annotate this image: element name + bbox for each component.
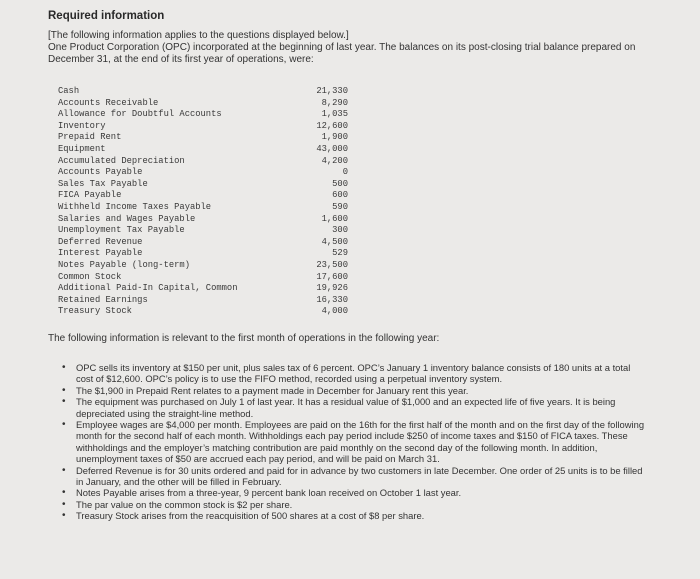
account-amount: 21,330: [316, 86, 348, 96]
trial-balance: [58, 86, 348, 318]
trial-balance-row: [58, 202, 348, 214]
trial-balance-row: [58, 225, 348, 237]
account-name: Prepaid Rent: [58, 132, 122, 143]
intro-line-1: [The following information applies to the questions displayed below.]: [48, 30, 349, 41]
trial-balance-row: [58, 237, 348, 249]
trial-balance-row: [58, 283, 348, 295]
account-amount: 12,600: [316, 120, 348, 131]
trial-balance-row: [58, 144, 348, 156]
trial-balance-row: [58, 306, 348, 318]
trial-balance-row: [58, 214, 348, 226]
info-bullet-item: • The equipment was purchased on July 1 of last year. It has a residual value of $1,000 and an expected life of five years. It is being depreciated using the straight-line method.: [62, 396, 647, 419]
trial-balance-row: [58, 179, 348, 191]
trial-balance-row: [58, 167, 348, 179]
info-bullet-item: • The par value on the common stock is $2 per share.: [62, 499, 647, 510]
account-name: Accounts Payable: [58, 167, 143, 178]
trial-balance-row: [58, 156, 348, 168]
account-amount: 1,900: [321, 132, 348, 143]
intro-text: [48, 30, 668, 66]
account-name: Common Stock: [58, 271, 122, 282]
account-amount: 4,000: [321, 306, 348, 317]
trial-balance-row: [58, 109, 348, 121]
info-bullet-item: • Treasury Stock arises from the reacquisition of 500 shares at a cost of $8 per share.: [62, 510, 647, 521]
intro-line-2: One Product Corporation (OPC) incorporated at the beginning of last year. The balances on its post-closing trial balance prepared on December 31, at the end of its first year of operations, were:: [48, 42, 636, 65]
account-amount: 590: [332, 201, 348, 212]
trial-balance-row: [58, 121, 348, 133]
account-name: Interest Payable: [58, 248, 143, 259]
trial-balance-row: [58, 248, 348, 260]
info-bullet-item: • Employee wages are $4,000 per month. Employees are paid on the 16th for the first half of the month and on the first day of the following month for the second half of each month. Withholdings each pay period include $250 of income taxes and $150 of FICA taxes. These withholdings and the employer’s matching contribution are paid monthly on the second day of the following month. In addition, unemployment taxes of $50 are accrued each pay period, and will be paid on March 31.: [62, 419, 647, 465]
account-name: Allowance for Doubtful Accounts: [58, 109, 222, 120]
info-bullet-item: • OPC sells its inventory at $150 per unit, plus sales tax of 6 percent. OPC’s January 1 inventory balance consists of 180 units at a total cost of $12,600. OPC’s policy is to use the FIFO method, recorded using a perpetual inventory system.: [62, 362, 647, 385]
account-amount: 19,926: [316, 283, 348, 294]
info-bullet-item: • The $1,900 in Prepaid Rent relates to a payment made in December for January rent this year.: [62, 385, 647, 396]
relevant-info-text: The following information is relevant to the first month of operations in the following year:: [48, 333, 440, 344]
info-bullet-item: • Deferred Revenue is for 30 units ordered and paid for in advance by two customers in late December. One order of 25 units is to be filled in January, and the other will be filled in February.: [62, 465, 647, 488]
trial-balance-row: [58, 98, 348, 110]
account-amount: 4,200: [321, 155, 348, 166]
account-amount: 23,500: [316, 259, 348, 270]
account-amount: 1,035: [321, 109, 348, 120]
trial-balance-row: [58, 86, 348, 98]
account-amount: 8,290: [321, 97, 348, 108]
account-amount: 16,330: [316, 294, 348, 305]
info-bullet-list: [62, 362, 647, 522]
account-amount: 300: [332, 225, 348, 236]
account-amount: 600: [332, 190, 348, 201]
trial-balance-row: [58, 190, 348, 202]
trial-balance-row: [58, 260, 348, 272]
account-name: Salaries and Wages Payable: [58, 213, 196, 224]
trial-balance-row: [58, 272, 348, 284]
account-name: Additional Paid-In Capital, Common: [58, 283, 238, 294]
account-amount: 0: [342, 167, 348, 178]
account-amount: 43,000: [316, 143, 348, 154]
account-name: Notes Payable (long-term): [58, 259, 190, 270]
account-amount: 17,600: [316, 271, 348, 282]
account-amount: 1,600: [321, 213, 348, 224]
account-name: Treasury Stock: [58, 306, 132, 317]
trial-balance-row: [58, 295, 348, 307]
account-amount: 529: [332, 248, 348, 259]
account-name: Sales Tax Payable: [58, 178, 148, 189]
trial-balance-row: [58, 132, 348, 144]
account-name: Accounts Receivable: [58, 97, 159, 108]
account-amount: 4,500: [321, 236, 348, 247]
account-name: Deferred Revenue: [58, 236, 143, 247]
account-name: Accumulated Depreciation: [58, 155, 185, 166]
account-name: Cash: [58, 86, 80, 96]
account-name: Inventory: [58, 120, 106, 131]
account-name: FICA Payable: [58, 190, 122, 201]
section-heading: Required information: [48, 10, 165, 22]
info-bullet-item: • Notes Payable arises from a three-year, 9 percent bank loan received on October 1 last year.: [62, 487, 647, 498]
account-amount: 500: [332, 178, 348, 189]
account-name: Equipment: [58, 143, 106, 154]
account-name: Unemployment Tax Payable: [58, 225, 185, 236]
account-name: Retained Earnings: [58, 294, 148, 305]
account-name: Withheld Income Taxes Payable: [58, 201, 212, 212]
